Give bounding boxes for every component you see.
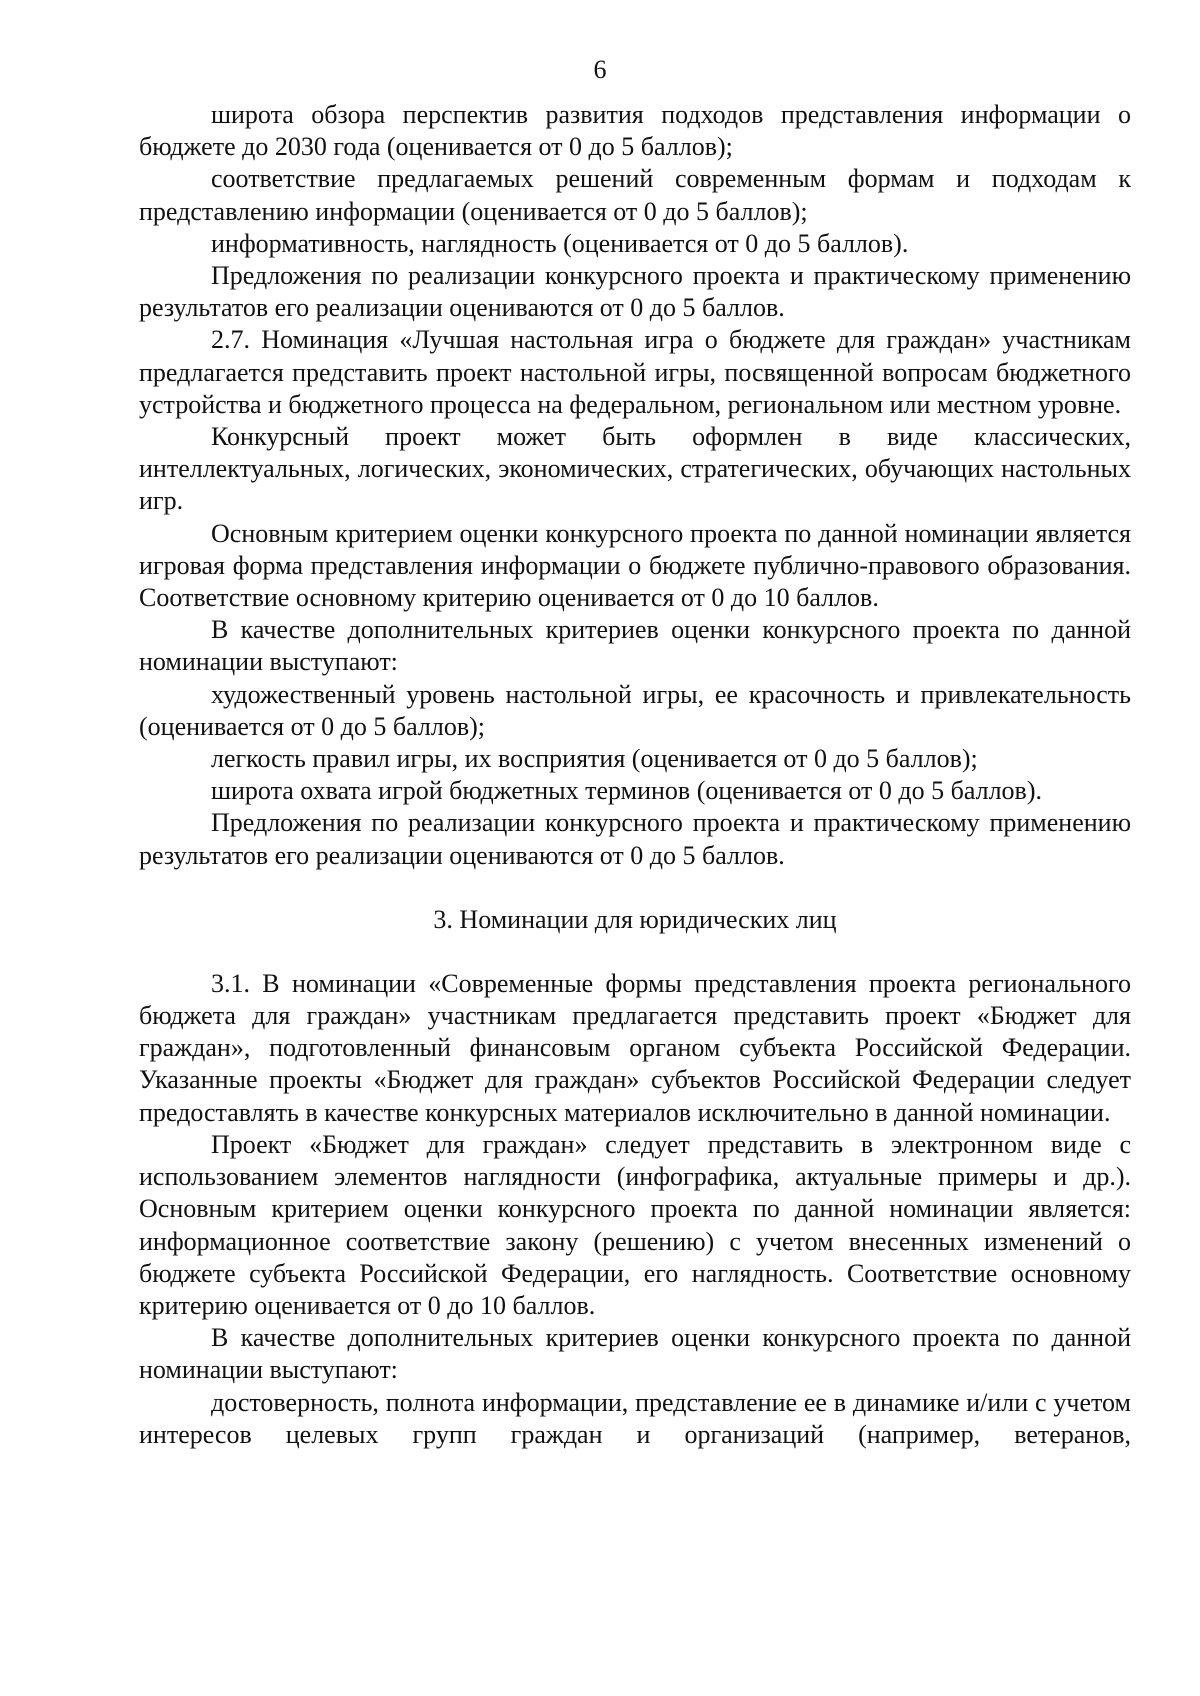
paragraph: широта охвата игрой бюджетных терминов (оценивается от 0 до 5 баллов).: [211, 776, 1042, 806]
paragraph: Проект «Бюджет для граждан» следует представить в электронном виде с использованием элементов наглядности (инфографика, актуальные примеры и др.). Основным критерием оценки конкурсного проекта по данной номинации является: информационное соответствие закону (решению) с учетом внесенных изменений о бюджете субъекта Российской Федерации, его наглядность. Соответствие основному критерию оценивается от 0 до 10 баллов.: [139, 1129, 1131, 1320]
document-body: [139, 99, 1131, 1451]
paragraph: 3.1. В номинации «Современные формы представления проекта регионального бюджета для граждан» участникам предлагается представить проект «Бюджет для граждан», подготовленный финансовым органом субъекта Российской Федерации. Указанные проекты «Бюджет для граждан» субъектов Российской Федерации следует предоставлять в качестве конкурсных материалов исключительно в данной номинации.: [139, 968, 1131, 1127]
paragraph: В качестве дополнительных критериев оценки конкурсного проекта по данной номинации выступают:: [139, 1323, 1131, 1385]
paragraph: широта обзора перспектив развития подходов представления информации о бюджете до 2030 года (оценивается от 0 до 5 баллов);: [139, 100, 1131, 162]
paragraph: легкость правил игры, их восприятия (оценивается от 0 до 5 баллов);: [211, 744, 978, 774]
section-heading: 3. Номинации для юридических лиц: [433, 904, 837, 934]
paragraph: 2.7. Номинация «Лучшая настольная игра о бюджете для граждан» участникам предлагается представить проект настольной игры, посвященной вопросам бюджетного устройства и бюджетного процесса на федеральном, региональном или местном уровне.: [139, 325, 1131, 419]
paragraph: Предложения по реализации конкурсного проекта и практическому применению результатов его реализации оцениваются от 0 до 5 баллов.: [139, 808, 1131, 870]
paragraph: соответствие предлагаемых решений современным формам и подходам к представлению информации (оценивается от 0 до 5 баллов);: [139, 164, 1131, 226]
paragraph: достоверность, полнота информации, представление ее в динамике и/или с учетом интересов целевых групп граждан и организаций (например, ветеранов,: [139, 1387, 1131, 1449]
page-number: 6: [593, 55, 607, 84]
paragraph: Предложения по реализации конкурсного проекта и практическому применению результатов его реализации оцениваются от 0 до 5 баллов.: [139, 261, 1131, 323]
paragraph: информативность, наглядность (оценивается от 0 до 5 баллов).: [211, 228, 909, 258]
paragraph: художественный уровень настольной игры, ее красочность и привлекательность (оценивается от 0 до 5 баллов);: [139, 679, 1131, 741]
paragraph: Основным критерием оценки конкурсного проекта по данной номинации является игровая форма представления информации о бюджете публично-правового образования. Соответствие основному критерию оценивается от 0 до 10 баллов.: [139, 518, 1131, 613]
paragraph: В качестве дополнительных критериев оценки конкурсного проекта по данной номинации выступают:: [139, 615, 1131, 677]
paragraph: Конкурсный проект может быть оформлен в виде классических, интеллектуальных, логических, экономических, стратегических, обучающих настольных игр.: [139, 422, 1131, 516]
